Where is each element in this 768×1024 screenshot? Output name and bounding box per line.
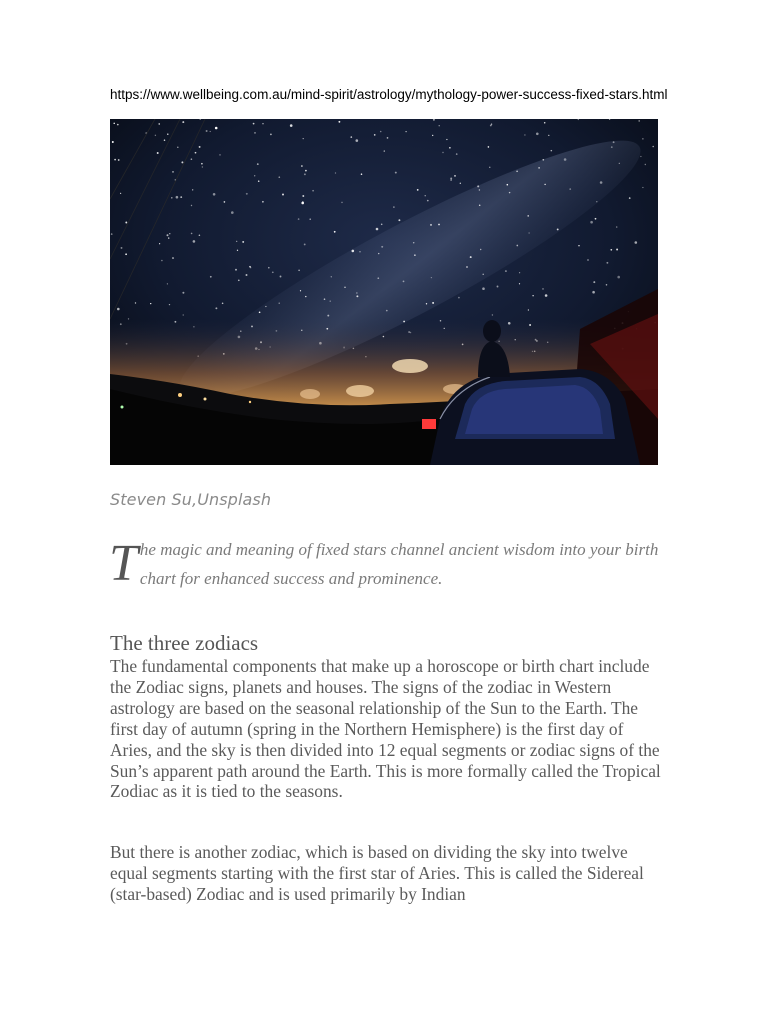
star xyxy=(414,254,416,256)
star xyxy=(224,201,226,203)
star xyxy=(449,147,451,149)
star xyxy=(642,187,643,188)
star xyxy=(482,287,485,290)
star xyxy=(250,267,251,268)
drop-cap: T xyxy=(109,535,138,592)
star xyxy=(374,134,376,136)
star xyxy=(381,224,383,226)
star xyxy=(386,310,388,312)
star xyxy=(265,306,266,307)
star xyxy=(246,193,248,195)
star xyxy=(268,267,270,269)
star xyxy=(617,276,620,279)
star xyxy=(210,276,212,278)
star xyxy=(417,189,419,191)
star xyxy=(528,232,529,233)
star xyxy=(439,125,440,126)
star xyxy=(120,193,121,194)
star xyxy=(302,195,304,197)
star xyxy=(330,300,331,301)
star xyxy=(450,178,452,180)
photo-caption: Steven Su,Unsplash xyxy=(110,490,272,509)
star xyxy=(606,284,608,286)
star xyxy=(191,233,193,235)
star xyxy=(384,150,385,151)
star xyxy=(155,135,156,136)
star xyxy=(242,241,244,243)
star xyxy=(507,184,509,186)
star xyxy=(290,124,293,127)
star xyxy=(262,123,263,124)
star xyxy=(117,308,120,311)
star xyxy=(479,189,480,190)
star xyxy=(616,226,618,228)
star xyxy=(491,123,492,124)
star xyxy=(125,253,127,255)
lead-paragraph xyxy=(109,535,669,593)
star xyxy=(117,124,119,126)
star xyxy=(393,206,394,207)
star xyxy=(254,132,255,133)
star xyxy=(430,224,432,226)
star xyxy=(596,201,597,202)
star xyxy=(331,276,332,277)
star xyxy=(171,197,173,199)
star xyxy=(135,302,136,303)
star xyxy=(352,250,355,253)
star xyxy=(460,183,461,184)
star xyxy=(613,141,615,143)
star xyxy=(427,200,429,202)
star xyxy=(169,233,170,234)
star xyxy=(327,315,329,317)
star xyxy=(538,167,540,169)
star xyxy=(177,146,179,148)
star xyxy=(237,250,238,251)
star xyxy=(235,269,237,271)
star xyxy=(356,139,359,142)
star xyxy=(114,159,116,161)
star xyxy=(246,274,248,276)
star xyxy=(182,121,184,123)
star xyxy=(169,304,170,305)
star xyxy=(398,219,400,221)
star xyxy=(113,123,114,124)
star xyxy=(201,163,203,165)
star xyxy=(312,190,314,192)
night-sky-photo xyxy=(110,119,658,465)
star xyxy=(278,176,280,178)
star xyxy=(545,294,548,297)
star xyxy=(489,167,490,168)
star xyxy=(432,302,434,304)
star xyxy=(497,286,499,288)
star xyxy=(176,196,179,199)
star xyxy=(438,224,440,226)
star xyxy=(304,173,306,175)
star xyxy=(635,241,638,244)
star xyxy=(302,201,304,203)
star xyxy=(395,172,397,174)
star xyxy=(569,188,571,190)
star xyxy=(161,260,163,262)
star xyxy=(191,158,193,160)
star xyxy=(587,259,588,260)
star xyxy=(542,159,544,161)
star xyxy=(257,163,259,165)
star xyxy=(590,221,593,224)
lead-text: he magic and meaning of fixed stars channel ancient wisdom into your birth chart for enhanced success and prominence. xyxy=(139,540,659,588)
star xyxy=(544,184,545,185)
star xyxy=(344,287,345,288)
star xyxy=(480,249,481,250)
star xyxy=(519,272,520,273)
star xyxy=(479,205,481,207)
star xyxy=(219,154,220,155)
star xyxy=(638,120,640,122)
star xyxy=(222,303,224,305)
star xyxy=(301,165,303,167)
star xyxy=(551,150,553,152)
star xyxy=(532,295,533,296)
star xyxy=(516,170,518,172)
star xyxy=(578,245,579,246)
star xyxy=(600,181,603,184)
star xyxy=(413,242,414,243)
star xyxy=(193,240,196,243)
star xyxy=(180,196,182,198)
source-url[interactable]: https://www.wellbeing.com.au/mind-spirit/astrology/mythology-power-success-fixed-stars.html xyxy=(110,87,668,102)
star xyxy=(192,189,193,190)
star xyxy=(652,146,654,148)
night-sky-illustration xyxy=(110,119,658,465)
star xyxy=(426,303,427,304)
star xyxy=(640,156,641,157)
star xyxy=(519,283,520,284)
star xyxy=(167,134,168,135)
star xyxy=(377,277,379,279)
star xyxy=(159,243,160,244)
star xyxy=(611,146,613,148)
star xyxy=(202,166,203,167)
star xyxy=(431,277,432,278)
star xyxy=(432,135,433,136)
star xyxy=(157,152,159,154)
star xyxy=(125,222,127,224)
star xyxy=(381,246,383,248)
star xyxy=(629,197,631,199)
star xyxy=(470,256,472,258)
star xyxy=(616,249,618,251)
star xyxy=(231,211,234,214)
star xyxy=(356,295,358,297)
star xyxy=(158,123,159,124)
star xyxy=(206,130,208,132)
star xyxy=(488,146,490,148)
star xyxy=(182,292,184,294)
star xyxy=(542,288,544,290)
star xyxy=(454,175,456,177)
star xyxy=(303,138,304,139)
star xyxy=(280,276,282,278)
star xyxy=(361,173,363,175)
star xyxy=(450,179,451,180)
star xyxy=(356,292,357,293)
star xyxy=(164,139,166,141)
star xyxy=(592,291,595,294)
body-paragraph: But there is another zodiac, which is based on dividing the sky into twelve equal segments starting with the first star of Aries. This is called the Sidereal (star-based) Zodiac and is used primarily by Indian xyxy=(110,842,644,904)
star xyxy=(259,311,261,313)
star xyxy=(305,170,307,172)
star xyxy=(458,297,460,299)
star xyxy=(442,152,443,153)
star xyxy=(527,215,529,217)
star xyxy=(282,194,284,196)
star xyxy=(338,121,340,123)
star xyxy=(359,251,360,252)
star xyxy=(167,234,169,236)
star xyxy=(595,218,597,220)
star xyxy=(477,185,479,187)
star xyxy=(387,137,389,139)
star xyxy=(262,201,264,203)
star xyxy=(403,281,405,283)
star xyxy=(341,202,343,204)
star xyxy=(199,146,201,148)
star xyxy=(191,205,192,206)
star xyxy=(606,262,608,264)
star xyxy=(334,231,336,233)
star xyxy=(236,241,237,242)
star xyxy=(524,134,525,135)
star xyxy=(610,249,612,251)
star xyxy=(350,136,352,138)
star xyxy=(645,164,646,165)
star xyxy=(253,123,255,125)
star xyxy=(335,172,336,173)
star xyxy=(405,131,406,132)
star xyxy=(215,127,218,130)
star xyxy=(238,279,240,281)
star xyxy=(528,309,529,310)
star xyxy=(516,245,518,247)
star xyxy=(195,152,197,154)
star xyxy=(490,124,492,126)
star xyxy=(258,180,260,182)
star xyxy=(305,296,306,297)
star xyxy=(270,134,272,136)
star xyxy=(210,131,211,132)
star xyxy=(111,233,113,235)
star xyxy=(425,195,426,196)
star xyxy=(376,228,379,231)
star xyxy=(304,243,306,245)
body-paragraph: The fundamental components that make up a horoscope or birth chart include the Zodiac signs, planets and houses. The signs of the zodiac in Western astrology are based on the seasonal relationship of the Sun to the Earth. The first day of autumn (spring in the Northern Hemisphere) is the first day of Aries, and the sky is then divided into 12 equal segments or zodiac signs of the Sun’s apparent path around the Earth. This is more formally called the Tropical Zodiac as it is tied to the seasons. xyxy=(110,656,661,802)
star xyxy=(456,153,458,155)
star xyxy=(509,192,510,193)
star xyxy=(505,270,507,272)
star xyxy=(118,159,120,161)
star xyxy=(172,257,174,259)
star xyxy=(564,158,567,161)
star xyxy=(172,171,173,172)
star xyxy=(593,281,595,283)
section-heading: The three zodiacs xyxy=(110,631,259,655)
star xyxy=(213,193,216,196)
star xyxy=(121,247,123,249)
star xyxy=(482,274,483,275)
star xyxy=(167,283,168,284)
star xyxy=(378,253,379,254)
star xyxy=(324,298,326,300)
star xyxy=(300,290,301,291)
star xyxy=(215,307,217,309)
star xyxy=(181,161,183,163)
star xyxy=(272,271,274,273)
star xyxy=(183,314,184,315)
star xyxy=(254,175,255,176)
star xyxy=(544,122,546,124)
star xyxy=(466,266,468,268)
star xyxy=(112,141,114,143)
star xyxy=(298,270,300,272)
star xyxy=(199,235,201,237)
star xyxy=(446,139,447,140)
star xyxy=(619,163,620,164)
star xyxy=(557,228,559,230)
star xyxy=(548,135,549,136)
star xyxy=(536,133,539,136)
star xyxy=(492,314,493,315)
star xyxy=(168,237,169,238)
star xyxy=(380,131,382,133)
star xyxy=(309,218,310,219)
star xyxy=(642,138,643,139)
star xyxy=(150,303,151,304)
star xyxy=(279,303,280,304)
star xyxy=(298,218,300,220)
